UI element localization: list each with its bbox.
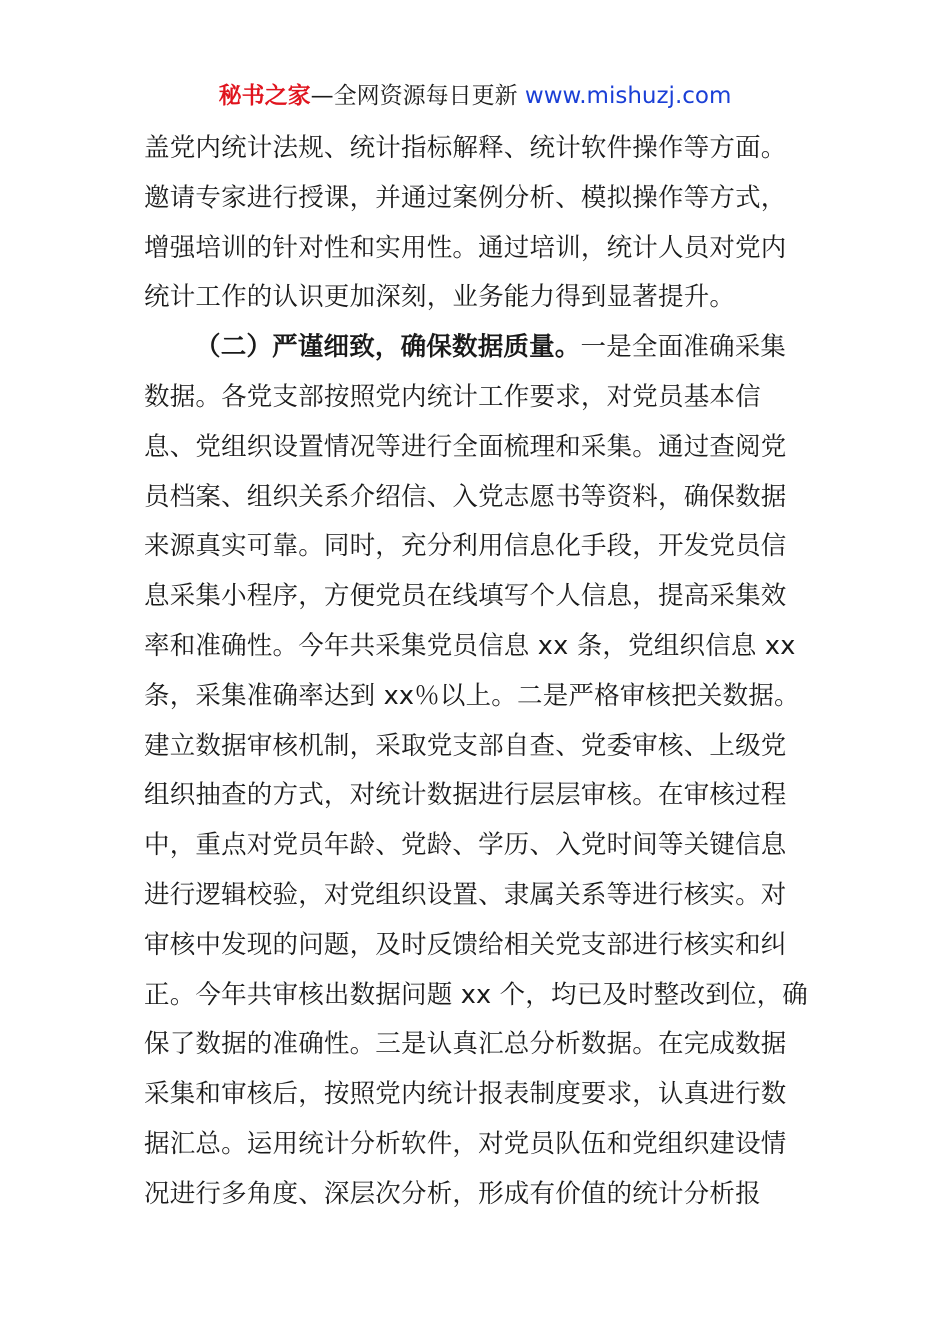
text-line: 组织抽查的方式，对统计数据进行层层审核。在审核过程	[144, 780, 787, 811]
section-heading: （二）严谨细致，确保数据质量。	[195, 332, 581, 363]
text-line: 息采集小程序，方便党员在线填写个人信息，提高采集效	[144, 581, 787, 612]
text-line: 采集和审核后，按照党内统计报表制度要求，认真进行数	[144, 1079, 787, 1110]
text-line: 正。今年共审核出数据问题 xx 个，均已及时整改到位，确	[144, 979, 808, 1010]
section-heading-line	[144, 323, 808, 373]
text-line: 进行逻辑校验，对党组织设置、隶属关系等进行核实。对	[144, 879, 787, 910]
document-body	[144, 124, 808, 1220]
page-header	[0, 80, 950, 112]
text-line: 邀请专家进行授课，并通过案例分析、模拟操作等方式，	[144, 182, 787, 213]
text-line: 条，采集准确率达到 xx％以上。二是严格审核把关数据。	[144, 680, 800, 711]
text-line: 息、党组织设置情况等进行全面梳理和采集。通过查阅党	[144, 431, 787, 462]
text-line: 增强培训的针对性和实用性。通过培训，统计人员对党内	[144, 232, 787, 263]
text-line: 率和准确性。今年共采集党员信息 xx 条，党组织信息 xx	[144, 630, 796, 661]
text-line: 据汇总。运用统计分析软件，对党员队伍和党组织建设情	[144, 1128, 787, 1159]
site-url-link[interactable]: www.mishuzj.com	[524, 83, 732, 109]
text-line: 员档案、组织关系介绍信、入党志愿书等资料，确保数据	[144, 481, 787, 512]
text-line: 况进行多角度、深层次分析，形成有价值的统计分析报	[144, 1178, 761, 1209]
text-line: 中，重点对党员年龄、党龄、学历、入党时间等关键信息	[144, 830, 787, 861]
text-line: 盖党内统计法规、统计指标解释、统计软件操作等方面。	[144, 133, 787, 163]
text-line: 数据。各党支部按照党内统计工作要求，对党员基本信	[144, 381, 761, 412]
text-line: 审核中发现的问题，及时反馈给相关党支部进行核实和纠	[144, 929, 787, 960]
site-tagline: —全网资源每日更新	[310, 83, 518, 109]
text-line: 建立数据审核机制，采取党支部自查、党委审核、上级党	[144, 730, 787, 761]
site-brand: 秘书之家	[218, 83, 311, 109]
section-heading-rest: 一是全面准确采集	[580, 332, 787, 363]
text-line: 保了数据的准确性。三是认真汇总分析数据。在完成数据	[144, 1029, 787, 1060]
text-line: 统计工作的认识更加深刻，业务能力得到显著提升。	[144, 282, 736, 313]
text-line: 来源真实可靠。同时，充分利用信息化手段，开发党员信	[144, 531, 787, 562]
